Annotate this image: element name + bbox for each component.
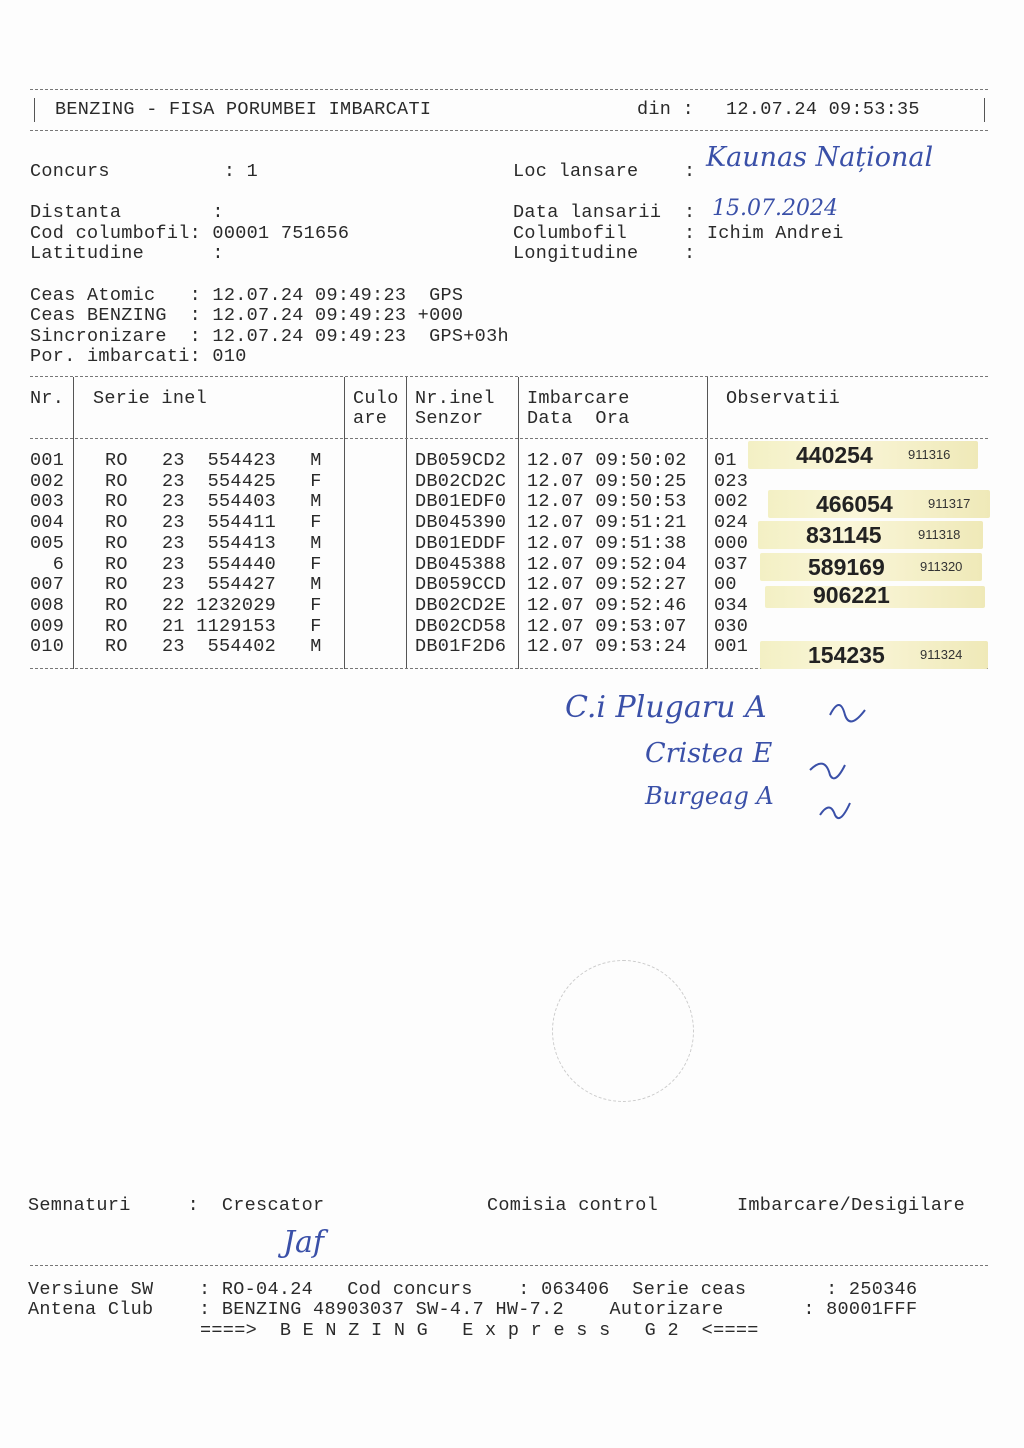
crescator-signature: Jaf (283, 1225, 325, 1260)
handwritten-committee-1: C.i Plugaru A (565, 690, 767, 725)
row-serie-inel: RO 23 554403 M (105, 491, 322, 513)
row-nr: 002 (30, 470, 65, 492)
sincronizare-line: Sincronizare : 12.07.24 09:49:23 GPS+03h (30, 326, 509, 347)
th-senzor: Senzor (415, 408, 484, 429)
row-nr: 6 (30, 553, 65, 575)
th-culo-2: are (353, 408, 388, 429)
document-title: BENZING - FISA PORUMBEI IMBARCATI (55, 99, 432, 120)
concurs-line: Concurs : 1 (30, 161, 259, 182)
cod-columbofil-line: Cod columbofil: 00001 751656 (30, 223, 350, 244)
col-sep-culo (406, 377, 407, 669)
row-observatii: 030 (714, 615, 749, 637)
ring-sticker: 906221 (765, 586, 985, 608)
row-observatii: 037 (714, 553, 749, 575)
handwritten-committee-3: Burgeag A (645, 782, 774, 810)
header-right-bar (984, 98, 985, 122)
imbarcare-desigilare-label: Imbarcare/Desigilare (737, 1195, 966, 1216)
header-top-rule (30, 89, 988, 90)
por-imbarcati-line: Por. imbarcati: 010 (30, 346, 247, 367)
th-serie: Serie inel (93, 388, 208, 409)
th-nr: Nr. (30, 388, 65, 409)
row-serie-inel: RO 23 554411 F (105, 512, 322, 534)
th-culo: Culo (353, 388, 399, 409)
distanta-line: Distanta : (30, 202, 224, 223)
longitudine-line: Longitudine : (513, 243, 696, 264)
col-sep-serie (344, 377, 345, 669)
row-imbarcare: 12.07 09:52:27 (527, 574, 687, 596)
col-sep-senzor (518, 377, 519, 669)
row-nr: 007 (30, 574, 65, 596)
row-serie-inel: RO 23 554427 M (105, 574, 322, 596)
row-serie-inel: RO 21 1129153 F (105, 615, 322, 637)
columbofil-line: Columbofil : Ichim Andrei (513, 223, 844, 244)
row-imbarcare: 12.07 09:52:46 (527, 594, 687, 616)
antena-line: Antena Club : BENZING 48903037 SW-4.7 HW-7.2 Autorizare : 80001FFF (28, 1299, 918, 1320)
th-imbarcare: Imbarcare (527, 388, 630, 409)
row-observatii: 00 (714, 574, 737, 596)
row-serie-inel: RO 23 554425 F (105, 470, 322, 492)
ring-sticker: 589169 911320 (760, 553, 982, 581)
header-left-bar (34, 98, 35, 122)
row-senzor: DB01EDDF (415, 532, 507, 554)
row-serie-inel: RO 23 554423 M (105, 450, 322, 471)
header-bottom-rule (30, 130, 988, 131)
col-sep-nr (73, 377, 74, 669)
ring-sticker: 831145 911318 (758, 521, 983, 549)
row-nr: 001 (30, 450, 65, 471)
ceas-atomic-line: Ceas Atomic : 12.07.24 09:49:23 GPS (30, 285, 464, 306)
row-nr: 009 (30, 615, 65, 637)
th-nrinel: Nr.inel (415, 388, 495, 409)
row-observatii: 000 (714, 532, 749, 554)
loc-lansare-handwritten: Kaunas Național (706, 142, 934, 173)
row-observatii: 002 (714, 491, 749, 513)
row-imbarcare: 12.07 09:50:53 (527, 491, 687, 513)
row-imbarcare: 12.07 09:51:38 (527, 532, 687, 554)
row-serie-inel: RO 23 554440 F (105, 553, 322, 575)
row-imbarcare: 12.07 09:53:07 (527, 615, 687, 637)
benzing-express-banner: ====> B E N Z I N G E x p r e s s G 2 <==== (200, 1320, 759, 1341)
th-observatii: Observatii (726, 388, 841, 409)
row-observatii: 024 (714, 512, 749, 534)
row-nr: 008 (30, 594, 65, 616)
table-top-rule (30, 376, 988, 377)
handwritten-committee-2: Cristea E (645, 738, 773, 769)
data-lansarii-label: Data lansarii : (513, 202, 696, 223)
loc-lansare-label: Loc lansare : (513, 161, 696, 182)
row-serie-inel: RO 22 1232029 F (105, 594, 322, 616)
din-label: din : (637, 99, 695, 120)
row-observatii: 023 (714, 470, 749, 492)
row-nr: 010 (30, 636, 65, 658)
row-senzor: DB045390 (415, 512, 507, 534)
row-imbarcare: 12.07 09:50:02 (527, 450, 687, 471)
row-imbarcare: 12.07 09:52:04 (527, 553, 687, 575)
row-senzor: DB045388 (415, 553, 507, 575)
row-senzor: DB02CD58 (415, 615, 507, 637)
row-senzor: DB059CD2 (415, 450, 507, 471)
footer-rule (30, 1265, 988, 1266)
din-value: 12.07.24 09:53:35 (726, 99, 920, 120)
row-senzor: DB059CCD (415, 574, 507, 596)
row-serie-inel: RO 23 554402 M (105, 636, 322, 658)
faded-seal-stamp (552, 960, 694, 1102)
ring-sticker: 466054 911317 (768, 490, 990, 518)
comisia-label: Comisia control (487, 1195, 659, 1216)
row-observatii: 001 (714, 636, 749, 658)
table-header-rule (30, 438, 988, 439)
row-observatii: 01 (714, 450, 737, 471)
ceas-benzing-line: Ceas BENZING : 12.07.24 09:49:23 +000 (30, 305, 464, 326)
row-nr: 005 (30, 532, 65, 554)
ring-sticker: 440254 911316 (748, 441, 978, 469)
row-nr: 003 (30, 491, 65, 513)
ring-sticker: 154235 911324 (760, 641, 988, 669)
col-sep-imbarcare (707, 377, 708, 669)
row-serie-inel: RO 23 554413 M (105, 532, 322, 554)
row-imbarcare: 12.07 09:51:21 (527, 512, 687, 534)
row-senzor: DB02CD2C (415, 470, 507, 492)
row-senzor: DB01EDF0 (415, 491, 507, 513)
row-senzor: DB02CD2E (415, 594, 507, 616)
committee-initials (800, 680, 890, 840)
row-imbarcare: 12.07 09:53:24 (527, 636, 687, 658)
latitudine-line: Latitudine : (30, 243, 224, 264)
versiune-line: Versiune SW : RO-04.24 Cod concurs : 063406 Serie ceas : 250346 (28, 1279, 918, 1300)
th-data-ora: Data Ora (527, 408, 630, 429)
row-imbarcare: 12.07 09:50:25 (527, 470, 687, 492)
row-observatii: 034 (714, 594, 749, 616)
row-senzor: DB01F2D6 (415, 636, 507, 658)
data-lansarii-handwritten: 15.07.2024 (712, 196, 838, 221)
row-nr: 004 (30, 512, 65, 534)
semnaturi-line: Semnaturi : Crescator (28, 1195, 325, 1216)
